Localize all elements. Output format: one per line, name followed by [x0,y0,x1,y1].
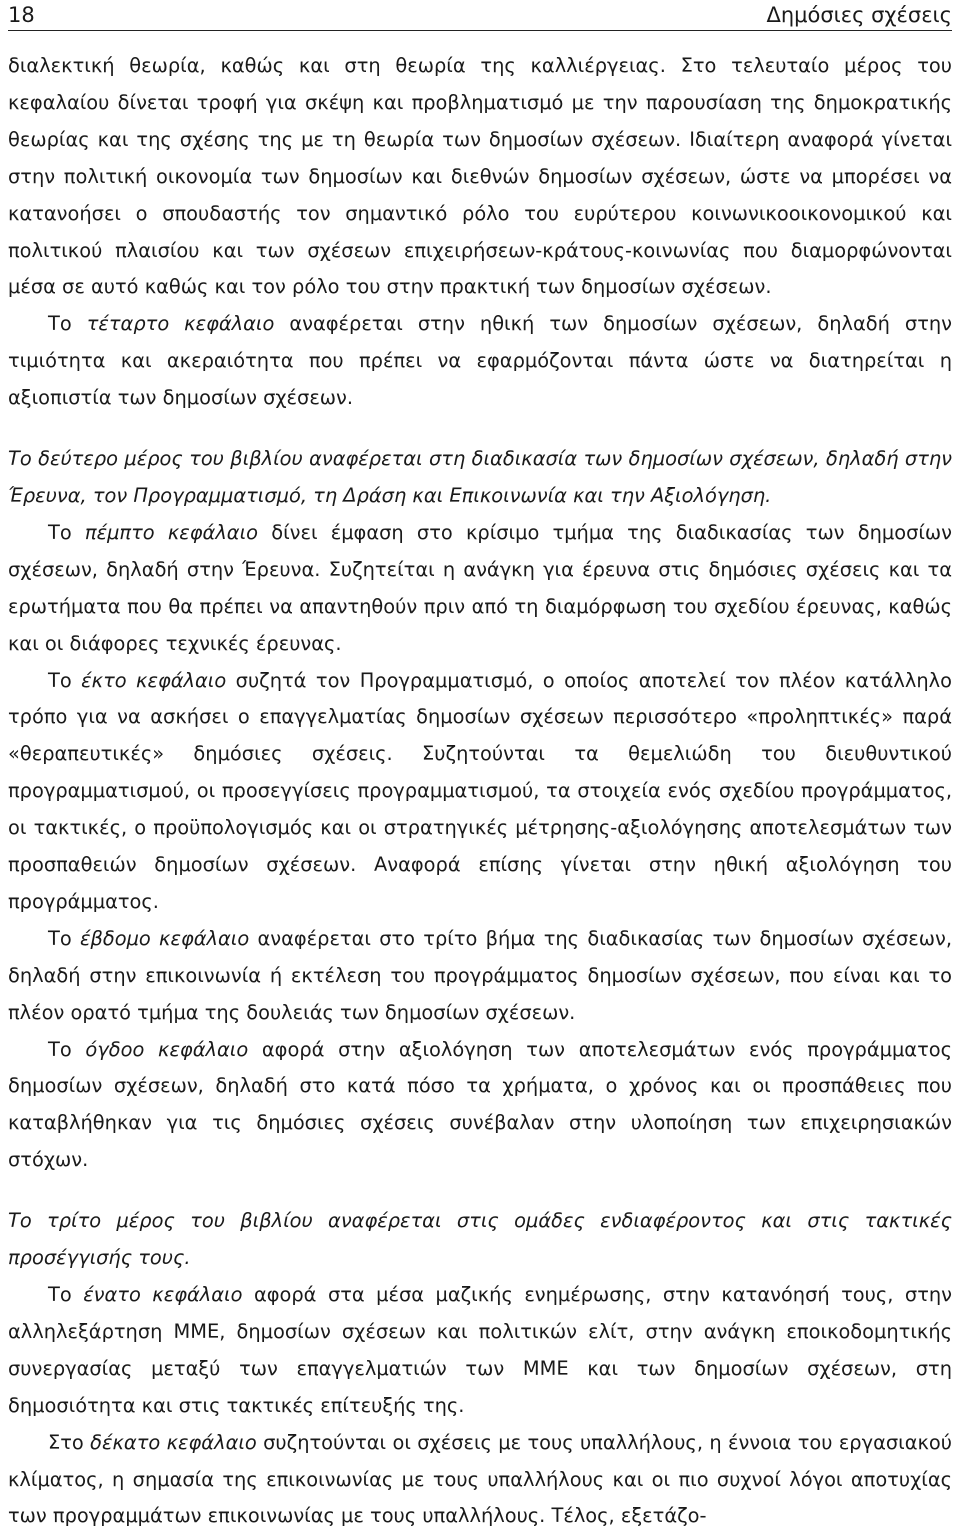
paragraph [8,515,952,663]
paragraph [8,306,952,417]
text-run: Το [48,312,87,336]
paragraph [8,1277,952,1425]
text-run: Στο [48,1430,91,1454]
chapter-reference: τέταρτο κεφάλαιο [86,312,275,336]
paragraph [8,663,952,921]
chapter-reference: έκτο κεφάλαιο [81,668,227,692]
text-run: Το [48,926,80,950]
chapter-reference: πέμπτο κεφάλαιο [84,520,259,544]
text-run: αφορά στην αξιολόγηση των αποτελεσμάτων ενός προγράμματος δημοσίων σχέσεων, δηλαδή στο κατά πόσο τα χρήματα, ο χρόνος και οι προσπάθειες που καταβλήθηκαν για τις δημόσιες σχέσεις συνέβαλαν στην υλοποίηση των επιχειρησιακών στόχων. [8,1037,953,1172]
text-run: Το δεύτερο μέρος του βιβλίου αναφέρεται στη διαδικασία των δημοσίων σχέσεων, δηλαδή στην Έρευνα, τον Προγραμματισμό, τη Δράση και Επικοινωνία και την Αξιολόγηση. [8,447,952,507]
text-run: Το τρίτο μέρος του βιβλίου αναφέρεται στις ομάδες ενδιαφέροντος και στις τακτικές προσέγγισής τους. [8,1209,952,1270]
page-header [8,0,952,31]
paragraph [8,1032,952,1180]
paragraph [8,48,952,306]
chapter-reference: δέκατο κεφάλαιο [90,1430,257,1454]
text-run: Το [48,668,82,692]
text-run: συζητά τον Προγραμματισμό, ο οποίος αποτελεί τον πλέον κατάλληλο τρόπο για να ασκήσει ο επαγγελματίας δημοσίων σχέσεων περισσότερο «προληπτικές» παρά «θεραπευτικές» δημόσιες σχέσεις. Συζητούνται τα θεμελιώδη του διευθυντικού προγραμματισμού, οι προσεγγίσεις προγραμματισμού, τα στοιχεία ενός σχεδίου προγράμματος, οι τακτικές, ο προϋπολογισμός και οι στρατηγικές μέτρησης-αξιολόγησης αποτελεσμάτων των προσπαθειών δημοσίων σχέσεων. Αναφορά επίσης γίνεται στην ηθική αξιολόγηση του προγράμματος. [8,668,953,913]
text-run: διαλεκτική θεωρία, καθώς και στη θεωρία της καλλιέργειας. Στο τελευταίο μέρος του κεφαλαίου δίνεται τροφή για σκέψη και προβληματισμό με την παρουσίαση της δημοκρατικής θεωρίας και της σχέσης της με τη θεωρία των δημοσίων σχέσεων. Ιδιαίτερη αναφορά γίνεται στην πολιτική οικονομία των δημοσίων και διεθνών δημοσίων σχέσεων, ώστε να μπορέσει να κατανοήσει ο σπουδαστής τον σημαντικό ρόλο του ευρύτερου κοινωνικοοικονομικού και πολιτικού πλαισίου και των σχέσεων επιχειρήσεων-κράτους-κοινωνίας που διαμορφώνονται μέσα σε αυτό καθώς και τον ρόλο του στην πρακτική των δημοσίων σχέσεων. [8,54,952,299]
text-run: Το [48,1037,86,1061]
paragraph [8,1425,952,1535]
chapter-reference: έβδομο κεφάλαιο [79,926,250,950]
page-number: 18 [8,3,35,27]
text-run: Το [48,520,85,544]
paragraph [8,921,952,1032]
text-run: αναφέρεται στο τρίτο βήμα της διαδικασίας των δημοσίων σχέσεων, δηλαδή στην επικοινωνία ή εκτέλεση του προγράμματος δημοσίων σχέσεων, που είναι και το πλέον ορατό τμήμα της δουλειάς των δημοσίων σχέσεων. [8,926,952,1024]
chapter-reference: ένατο κεφάλαιο [83,1283,243,1306]
text-run: αφορά στα μέσα μαζικής ενημέρωσης, στην κατανόησή τους, στην αλληλεξάρτηση ΜΜΕ, δημοσίων σχέσεων και πολιτικών ελίτ, στην ανάγκη εποικοδομητικής συνεργασίας μεταξύ των επαγγελματιών των ΜΜΕ και των δημοσίων σχέσεων, στη δημοσιότητα και στις τακτικές επίτευξής της. [8,1283,952,1417]
text-run: δίνει έμφαση στο κρίσιμο τμήμα της διαδικασίας των δημοσίων σχέσεων, δηλαδή στην Έρευνα. Συζητείται η ανάγκη για έρευνα στις δημόσιες σχέσεις και τα ερωτήματα που θα πρέπει να απαντηθούν πριν από τη διαμόρφωση του σχεδίου έρευνας, καθώς και οι διάφορες τεχνικές έρευνας. [8,520,952,655]
text-run: συζητούνται οι σχέσεις με τους υπαλλήλους, η έννοια του εργασιακού κλίματος, η σημασία της επικοινωνίας με τους υπαλλήλους και οι πιο συχνοί λόγοι αποτυχίας των προγραμμάτων επικοινωνίας με τους υπαλλήλους. Τέλος, εξετάζο- [8,1430,953,1528]
text-run: αναφέρεται στην ηθική των δημοσίων σχέσεων, δηλαδή στην τιμιότητα και ακεραιότητα που πρέπει να εφαρμόζονται πάντα ώστε να διατηρείται η αξιοπιστία των δημοσίων σχέσεων. [8,312,952,410]
chapter-reference: όγδοο κεφάλαιο [85,1037,249,1061]
part-intro-paragraph [8,441,952,515]
body-text [8,48,952,1535]
running-title: Δημόσιες σχέσεις [766,3,952,27]
text-run: Το [48,1283,84,1306]
part-intro-paragraph [8,1203,952,1277]
